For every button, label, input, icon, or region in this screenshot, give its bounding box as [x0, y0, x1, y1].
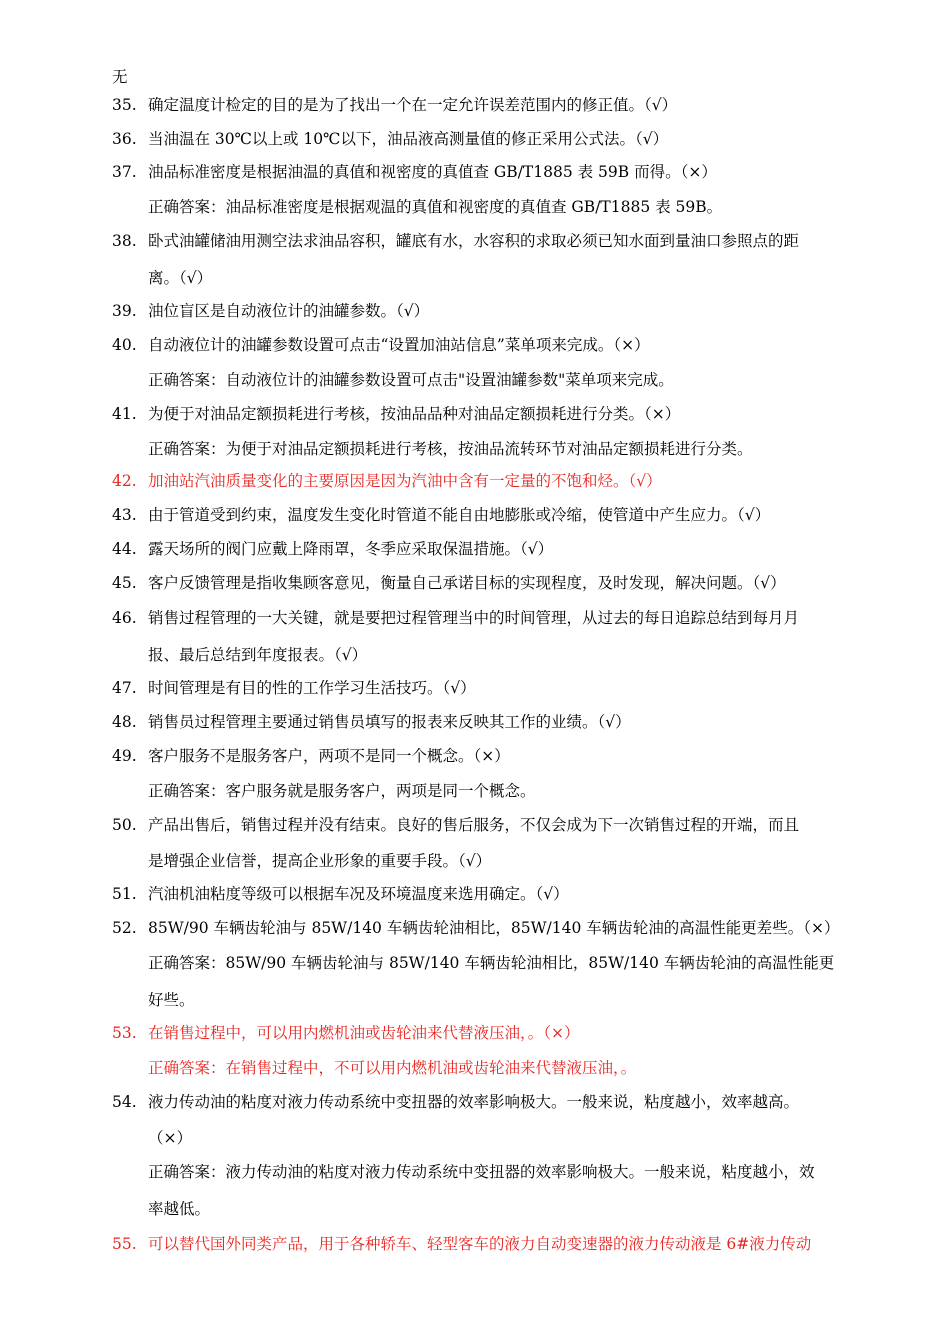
question-number: 48.: [112, 713, 137, 731]
question-line: [112, 1022, 842, 1044]
question-number: 36.: [112, 130, 137, 148]
line-text: 正确答案：85W/90 车辆齿轮油与 85W/140 车辆齿轮油相比，85W/140 车辆齿轮油的高温性能更: [148, 954, 835, 972]
question-number: 51.: [112, 885, 137, 903]
question-number: 46.: [112, 609, 137, 627]
question-line: [112, 814, 842, 836]
question-number: 47.: [112, 679, 137, 697]
question-line: [112, 1233, 842, 1255]
question-line: [112, 607, 842, 629]
question-line: [112, 572, 842, 594]
question-number: 55.: [112, 1235, 137, 1253]
line-text: 汽油机油粘度等级可以根据车况及环境温度来选用确定。（√）: [148, 885, 569, 903]
line-text: 卧式油罐储油用测空法求油品容积，罐底有水，水容积的求取必须已知水面到量油口参照点的距: [148, 232, 800, 250]
line-text: 为便于对油品定额损耗进行考核，按油品品种对油品定额损耗进行分类。（×）: [148, 405, 681, 423]
question-line: [112, 66, 842, 88]
question-line: [112, 470, 842, 492]
line-text: 产品出售后，销售过程并没有结束。良好的售后服务，不仅会成为下一次销售过程的开端，而且: [148, 816, 800, 834]
line-text: 正确答案：液力传动油的粘度对液力传动系统中变扭器的效率影响极大。一般来说，粘度越小，效: [148, 1163, 815, 1181]
line-text: 正确答案：油品标准密度是根据观温的真值和视密度的真值查 GB/T1885 表 59B。: [148, 198, 723, 216]
question-number: 50.: [112, 816, 137, 834]
question-line: [112, 883, 842, 905]
question-line: [112, 128, 842, 150]
continuation-line: [148, 952, 842, 974]
question-line: [112, 538, 842, 560]
line-text: 销售员过程管理主要通过销售员填写的报表来反映其工作的业绩。（√）: [148, 713, 631, 731]
line-text: 正确答案：客户服务就是服务客户，两项是同一个概念。: [148, 782, 536, 800]
question-line: [112, 677, 842, 699]
line-text: 液力传动油的粘度对液力传动系统中变扭器的效率影响极大。一般来说，粘度越小，效率越高。: [148, 1093, 800, 1111]
question-number: 42.: [112, 472, 137, 490]
line-text: 客户反馈管理是指收集顾客意见，衡量自己承诺目标的实现程度，及时发现，解决问题。（√）: [148, 574, 786, 592]
question-line: [112, 504, 842, 526]
question-number: 54.: [112, 1093, 137, 1111]
question-line: [112, 917, 842, 939]
question-number: 44.: [112, 540, 137, 558]
question-line: [112, 300, 842, 322]
line-text: 时间管理是有目的性的工作学习生活技巧。（√）: [148, 679, 476, 697]
continuation-line: [148, 989, 842, 1011]
question-number: 38.: [112, 232, 137, 250]
continuation-line: [148, 369, 842, 391]
line-text: 油位盲区是自动液位计的油罐参数。（√）: [148, 302, 430, 320]
question-number: 45.: [112, 574, 137, 592]
line-text: 由于管道受到约束，温度发生变化时管道不能自由地膨胀或冷缩，使管道中产生应力。（√）: [148, 506, 771, 524]
line-text: 可以替代国外同类产品，用于各种轿车、轻型客车的液力自动变速器的液力传动液是 6#液力传动: [148, 1235, 812, 1253]
question-number: 41.: [112, 405, 137, 423]
question-line: [112, 1091, 842, 1113]
line-text: 客户服务不是服务客户，两项不是同一个概念。（×）: [148, 747, 510, 765]
line-text: 正确答案：在销售过程中，不可以用内燃机油或齿轮油来代替液压油，。: [148, 1059, 637, 1077]
line-text: 正确答案：为便于对油品定额损耗进行考核，按油品流转环节对油品定额损耗进行分类。: [148, 440, 753, 458]
question-line: [112, 334, 842, 356]
question-line: [112, 94, 842, 116]
continuation-line: [148, 267, 842, 289]
line-text: （×）: [148, 1129, 192, 1147]
question-number: 37.: [112, 163, 137, 181]
question-line: [112, 745, 842, 767]
line-text: 是增强企业信誉，提高企业形象的重要手段。（√）: [148, 852, 492, 870]
line-text: 油品标准密度是根据油温的真值和视密度的真值查 GB/T1885 表 59B 而得。（×）: [148, 163, 717, 181]
question-line: [112, 230, 842, 252]
question-line: [112, 161, 842, 183]
continuation-line: [148, 1198, 842, 1220]
line-text: 当油温在 30℃以上或 10℃以下，油品液高测量值的修正采用公式法。（√）: [148, 130, 669, 148]
line-text: 无: [112, 68, 128, 86]
continuation-line: [148, 438, 842, 460]
question-number: 43.: [112, 506, 137, 524]
question-number: 49.: [112, 747, 137, 765]
question-number: 39.: [112, 302, 137, 320]
line-text: 露天场所的阀门应戴上降雨罩，冬季应采取保温措施。（√）: [148, 540, 554, 558]
continuation-line: [148, 196, 842, 218]
continuation-line: [148, 850, 842, 872]
line-text: 加油站汽油质量变化的主要原因是因为汽油中含有一定量的不饱和烃。（√）: [148, 472, 662, 490]
continuation-line: [148, 1161, 842, 1183]
continuation-line: [148, 1057, 842, 1079]
continuation-line: [148, 644, 842, 666]
line-text: 自动液位计的油罐参数设置可点击“设置加油站信息”菜单项来完成。（×）: [148, 336, 650, 354]
question-number: 35.: [112, 96, 137, 114]
question-number: 40.: [112, 336, 137, 354]
line-text: 确定温度计检定的目的是为了找出一个在一定允许误差范围内的修正值。（√）: [148, 96, 678, 114]
question-number: 53.: [112, 1024, 137, 1042]
continuation-line: [148, 1127, 842, 1149]
line-text: 率越低。: [148, 1200, 211, 1218]
line-text: 报、最后总结到年度报表。（√）: [148, 646, 368, 664]
line-text: 正确答案：自动液位计的油罐参数设置可点击"设置油罐参数"菜单项来完成。: [148, 371, 674, 389]
line-text: 在销售过程中，可以用内燃机油或齿轮油来代替液压油，。（×）: [148, 1024, 580, 1042]
question-line: [112, 711, 842, 733]
question-number: 52.: [112, 919, 137, 937]
line-text: 离。（√）: [148, 269, 213, 287]
line-text: 85W/90 车辆齿轮油与 85W/140 车辆齿轮油相比，85W/140 车辆齿轮油的高温性能更差些。（×）: [148, 919, 840, 937]
continuation-line: [148, 780, 842, 802]
question-line: [112, 403, 842, 425]
line-text: 好些。: [148, 991, 195, 1009]
line-text: 销售过程管理的一大关键，就是要把过程管理当中的时间管理，从过去的每日追踪总结到每月月: [148, 609, 800, 627]
